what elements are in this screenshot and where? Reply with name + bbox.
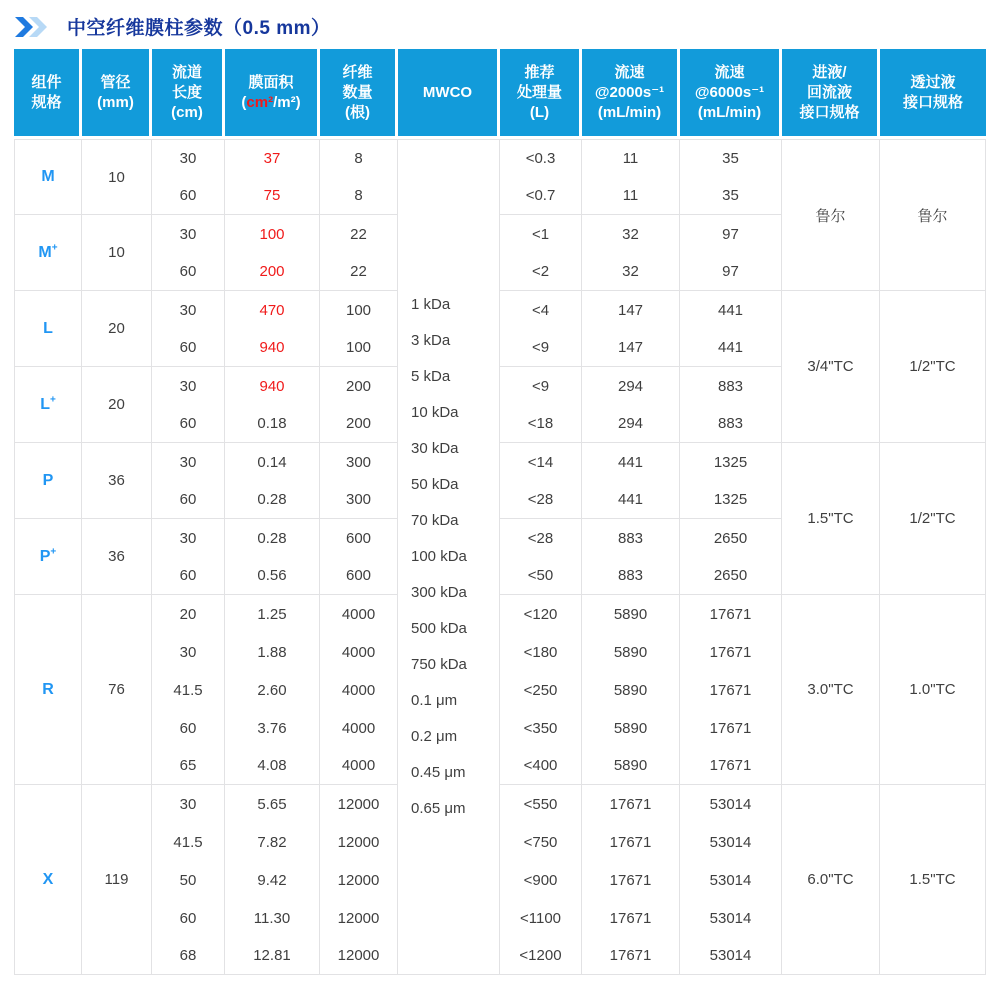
fibers-cell: 200 xyxy=(320,367,398,405)
mwco-cell xyxy=(398,139,500,975)
volume-cell: <9 xyxy=(500,367,582,405)
col-header-volume: 推荐 处理量 (L) xyxy=(500,49,582,139)
mwco-item: 0.2 μm xyxy=(411,728,458,745)
area-cell: 200 xyxy=(225,253,320,291)
volume-cell: <0.7 xyxy=(500,177,582,215)
flow6000-cell: 35 xyxy=(680,139,782,177)
area-cell: 0.28 xyxy=(225,519,320,557)
parameters-table xyxy=(14,49,986,975)
flow6000-cell: 441 xyxy=(680,329,782,367)
flow2000-cell: 883 xyxy=(582,557,680,595)
length-cell: 68 xyxy=(152,937,225,975)
inlet-interface-cell: 6.0"TC xyxy=(782,785,880,975)
flow6000-cell: 17671 xyxy=(680,633,782,671)
fibers-cell: 4000 xyxy=(320,633,398,671)
volume-cell: <4 xyxy=(500,291,582,329)
flow2000-cell: 294 xyxy=(582,405,680,443)
mwco-item: 0.45 μm xyxy=(411,764,466,781)
diameter-cell: 119 xyxy=(82,785,152,975)
flow6000-cell: 883 xyxy=(680,405,782,443)
inlet-interface-cell: 1.5"TC xyxy=(782,443,880,595)
flow2000-cell: 5890 xyxy=(582,709,680,747)
fibers-cell: 300 xyxy=(320,481,398,519)
fibers-cell: 22 xyxy=(320,253,398,291)
fibers-cell: 600 xyxy=(320,557,398,595)
flow2000-cell: 5890 xyxy=(582,633,680,671)
flow2000-cell: 17671 xyxy=(582,937,680,975)
volume-cell: <1100 xyxy=(500,899,582,937)
length-cell: 30 xyxy=(152,519,225,557)
length-cell: 41.5 xyxy=(152,671,225,709)
length-cell: 50 xyxy=(152,861,225,899)
volume-cell: <0.3 xyxy=(500,139,582,177)
flow6000-cell: 53014 xyxy=(680,785,782,823)
inlet-interface-cell: 鲁尔 xyxy=(782,139,880,291)
flow2000-cell: 5890 xyxy=(582,747,680,785)
length-cell: 30 xyxy=(152,785,225,823)
length-cell: 41.5 xyxy=(152,823,225,861)
mwco-item: 750 kDa xyxy=(411,656,467,673)
flow2000-cell: 32 xyxy=(582,215,680,253)
flow2000-cell: 17671 xyxy=(582,861,680,899)
fibers-cell: 4000 xyxy=(320,671,398,709)
diameter-cell: 36 xyxy=(82,443,152,519)
fibers-cell: 4000 xyxy=(320,709,398,747)
area-cell: 0.56 xyxy=(225,557,320,595)
volume-cell: <18 xyxy=(500,405,582,443)
fibers-cell: 4000 xyxy=(320,595,398,633)
area-cell: 37 xyxy=(225,139,320,177)
flow6000-cell: 97 xyxy=(680,253,782,291)
flow2000-cell: 17671 xyxy=(582,899,680,937)
mwco-item: 5 kDa xyxy=(411,368,451,385)
volume-cell: <250 xyxy=(500,671,582,709)
flow6000-cell: 2650 xyxy=(680,557,782,595)
fibers-cell: 12000 xyxy=(320,785,398,823)
diameter-cell: 10 xyxy=(82,139,152,215)
flow6000-cell: 1325 xyxy=(680,481,782,519)
area-cell: 940 xyxy=(225,329,320,367)
flow6000-cell: 2650 xyxy=(680,519,782,557)
fibers-cell: 12000 xyxy=(320,937,398,975)
table-header-row xyxy=(14,49,986,139)
flow2000-cell: 441 xyxy=(582,443,680,481)
volume-cell: <400 xyxy=(500,747,582,785)
area-cell: 12.81 xyxy=(225,937,320,975)
fibers-cell: 200 xyxy=(320,405,398,443)
area-cell: 2.60 xyxy=(225,671,320,709)
length-cell: 60 xyxy=(152,253,225,291)
area-cell: 3.76 xyxy=(225,709,320,747)
table-row xyxy=(14,595,986,633)
area-cell: 940 xyxy=(225,367,320,405)
diameter-cell: 20 xyxy=(82,291,152,367)
spec-cell: L+ xyxy=(14,367,82,443)
fibers-cell: 100 xyxy=(320,329,398,367)
permeate-interface-cell: 1.5"TC xyxy=(880,785,986,975)
permeate-interface-cell: 1/2"TC xyxy=(880,443,986,595)
area-cell: 1.25 xyxy=(225,595,320,633)
fibers-cell: 12000 xyxy=(320,899,398,937)
diameter-cell: 76 xyxy=(82,595,152,785)
mwco-item: 0.65 μm xyxy=(411,800,466,817)
flow6000-cell: 35 xyxy=(680,177,782,215)
area-cell: 11.30 xyxy=(225,899,320,937)
flow2000-cell: 5890 xyxy=(582,595,680,633)
length-cell: 60 xyxy=(152,177,225,215)
spec-cell: R xyxy=(14,595,82,785)
flow2000-cell: 147 xyxy=(582,291,680,329)
permeate-interface-cell: 1.0"TC xyxy=(880,595,986,785)
area-cell: 100 xyxy=(225,215,320,253)
col-header-inlet: 进液/ 回流液 接口规格 xyxy=(782,49,880,139)
table-row xyxy=(14,139,986,177)
length-cell: 30 xyxy=(152,139,225,177)
fibers-cell: 8 xyxy=(320,177,398,215)
double-chevron-icon xyxy=(14,16,50,38)
length-cell: 60 xyxy=(152,709,225,747)
flow2000-cell: 147 xyxy=(582,329,680,367)
volume-cell: <1200 xyxy=(500,937,582,975)
area-cell: 5.65 xyxy=(225,785,320,823)
inlet-interface-cell: 3.0"TC xyxy=(782,595,880,785)
flow6000-cell: 17671 xyxy=(680,709,782,747)
spec-cell: X xyxy=(14,785,82,975)
permeate-interface-cell: 1/2"TC xyxy=(880,291,986,443)
inlet-interface-cell: 3/4"TC xyxy=(782,291,880,443)
fibers-cell: 600 xyxy=(320,519,398,557)
flow2000-cell: 441 xyxy=(582,481,680,519)
volume-cell: <120 xyxy=(500,595,582,633)
flow6000-cell: 53014 xyxy=(680,823,782,861)
length-cell: 30 xyxy=(152,367,225,405)
flow6000-cell: 17671 xyxy=(680,595,782,633)
volume-cell: <550 xyxy=(500,785,582,823)
fibers-cell: 12000 xyxy=(320,823,398,861)
col-header-area: 膜面积 (cm²/m²) xyxy=(225,49,320,139)
col-header-mwco: MWCO xyxy=(398,49,500,139)
flow6000-cell: 17671 xyxy=(680,747,782,785)
volume-cell: <180 xyxy=(500,633,582,671)
length-cell: 30 xyxy=(152,443,225,481)
area-cell: 470 xyxy=(225,291,320,329)
mwco-item: 70 kDa xyxy=(411,512,459,529)
length-cell: 30 xyxy=(152,633,225,671)
table-row xyxy=(14,443,986,481)
mwco-item: 10 kDa xyxy=(411,404,459,421)
volume-cell: <28 xyxy=(500,481,582,519)
flow6000-cell: 53014 xyxy=(680,899,782,937)
volume-cell: <1 xyxy=(500,215,582,253)
length-cell: 60 xyxy=(152,329,225,367)
area-cell: 0.14 xyxy=(225,443,320,481)
table-body xyxy=(14,139,986,975)
fibers-cell: 4000 xyxy=(320,747,398,785)
diameter-cell: 20 xyxy=(82,367,152,443)
flow6000-cell: 1325 xyxy=(680,443,782,481)
mwco-item: 1 kDa xyxy=(411,296,451,313)
length-cell: 30 xyxy=(152,291,225,329)
col-header-diameter: 管径 (mm) xyxy=(82,49,152,139)
col-header-spec: 组件 规格 xyxy=(14,49,82,139)
mwco-item: 300 kDa xyxy=(411,584,467,601)
flow2000-cell: 883 xyxy=(582,519,680,557)
area-cell: 9.42 xyxy=(225,861,320,899)
flow6000-cell: 97 xyxy=(680,215,782,253)
col-header-fibers: 纤维 数量 (根) xyxy=(320,49,398,139)
length-cell: 65 xyxy=(152,747,225,785)
flow2000-cell: 32 xyxy=(582,253,680,291)
mwco-item: 500 kDa xyxy=(411,620,467,637)
fibers-cell: 300 xyxy=(320,443,398,481)
spec-cell: M+ xyxy=(14,215,82,291)
flow2000-cell: 5890 xyxy=(582,671,680,709)
fibers-cell: 12000 xyxy=(320,861,398,899)
flow6000-cell: 441 xyxy=(680,291,782,329)
mwco-item: 3 kDa xyxy=(411,332,451,349)
mwco-item: 0.1 μm xyxy=(411,692,458,709)
length-cell: 60 xyxy=(152,405,225,443)
volume-cell: <350 xyxy=(500,709,582,747)
diameter-cell: 10 xyxy=(82,215,152,291)
flow6000-cell: 53014 xyxy=(680,861,782,899)
volume-cell: <9 xyxy=(500,329,582,367)
spec-cell: P xyxy=(14,443,82,519)
col-header-flow2000: 流速 @2000s⁻¹ (mL/min) xyxy=(582,49,680,139)
flow2000-cell: 11 xyxy=(582,177,680,215)
spec-cell: M xyxy=(14,139,82,215)
spec-cell: P+ xyxy=(14,519,82,595)
length-cell: 60 xyxy=(152,557,225,595)
volume-cell: <900 xyxy=(500,861,582,899)
flow6000-cell: 883 xyxy=(680,367,782,405)
flow2000-cell: 11 xyxy=(582,139,680,177)
flow6000-cell: 53014 xyxy=(680,937,782,975)
mwco-item: 50 kDa xyxy=(411,476,459,493)
page-header xyxy=(0,0,1000,49)
area-cell: 7.82 xyxy=(225,823,320,861)
col-header-flow6000: 流速 @6000s⁻¹ (mL/min) xyxy=(680,49,782,139)
area-cell: 4.08 xyxy=(225,747,320,785)
fibers-cell: 8 xyxy=(320,139,398,177)
mwco-item: 100 kDa xyxy=(411,548,467,565)
area-cell: 1.88 xyxy=(225,633,320,671)
volume-cell: <14 xyxy=(500,443,582,481)
table-row xyxy=(14,785,986,823)
table-row xyxy=(14,291,986,329)
page-title: 中空纤维膜柱参数（0.5 mm） xyxy=(67,18,331,39)
length-cell: 60 xyxy=(152,899,225,937)
flow2000-cell: 17671 xyxy=(582,785,680,823)
permeate-interface-cell: 鲁尔 xyxy=(880,139,986,291)
length-cell: 20 xyxy=(152,595,225,633)
flow6000-cell: 17671 xyxy=(680,671,782,709)
diameter-cell: 36 xyxy=(82,519,152,595)
flow2000-cell: 294 xyxy=(582,367,680,405)
volume-cell: <2 xyxy=(500,253,582,291)
col-header-permeate: 透过液 接口规格 xyxy=(880,49,986,139)
volume-cell: <28 xyxy=(500,519,582,557)
col-header-length: 流道 长度 (cm) xyxy=(152,49,225,139)
volume-cell: <750 xyxy=(500,823,582,861)
fibers-cell: 100 xyxy=(320,291,398,329)
volume-cell: <50 xyxy=(500,557,582,595)
area-cell: 0.18 xyxy=(225,405,320,443)
fibers-cell: 22 xyxy=(320,215,398,253)
area-cell: 0.28 xyxy=(225,481,320,519)
mwco-item: 30 kDa xyxy=(411,440,459,457)
length-cell: 30 xyxy=(152,215,225,253)
length-cell: 60 xyxy=(152,481,225,519)
spec-cell: L xyxy=(14,291,82,367)
flow2000-cell: 17671 xyxy=(582,823,680,861)
area-cell: 75 xyxy=(225,177,320,215)
